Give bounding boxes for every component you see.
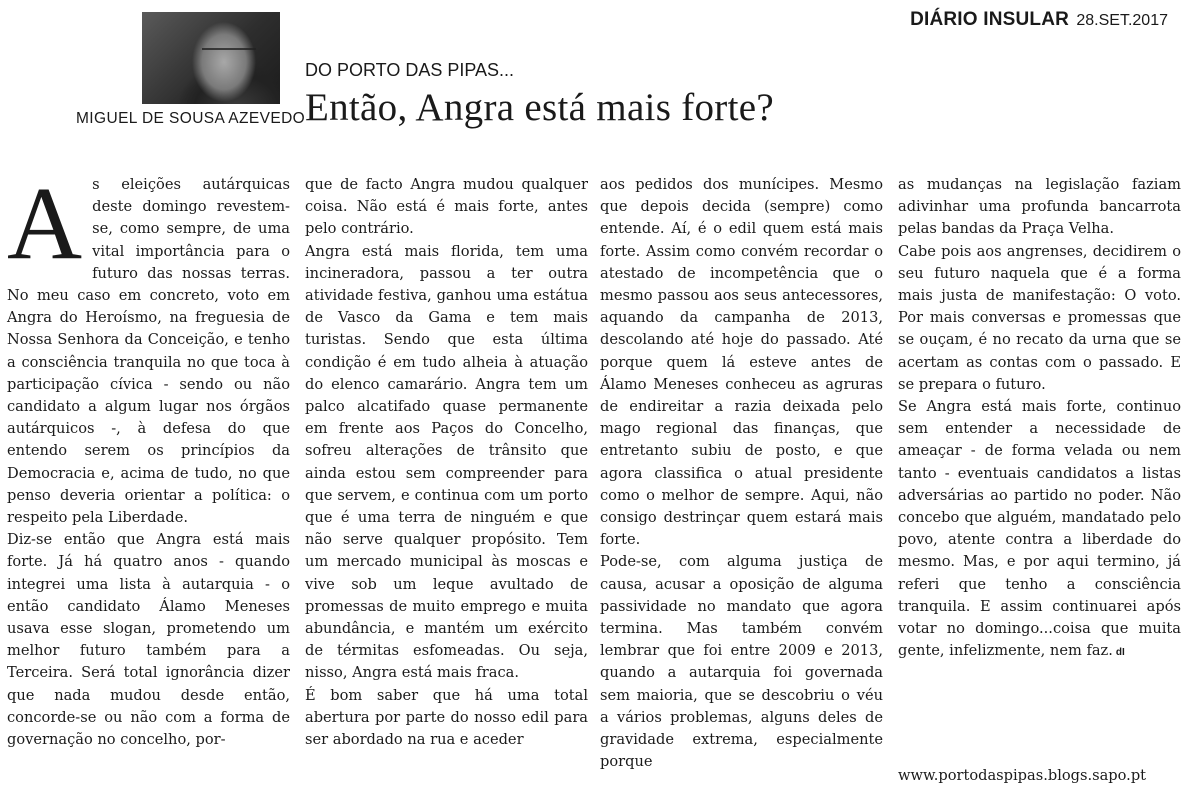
author-name: MIGUEL DE SOUSA AZEVEDO	[76, 110, 306, 127]
article-headline: Então, Angra está mais forte?	[305, 86, 774, 129]
publication-name: DIÁRIO INSULAR	[910, 9, 1070, 30]
section-kicker: DO PORTO DAS PIPAS...	[305, 60, 515, 80]
paragraph: as mudanças na legislação faziam adivinhar uma profunda bancarrota pelas bandas da Praça Velha.	[898, 176, 1181, 238]
author-photo	[142, 12, 280, 104]
paragraph: Cabe pois aos angrenses, decidirem o seu futuro naquela que é a forma mais justa de manifestação: O voto. Por mais conversas e promessas que se ouçam, é no recato da urna que se acertam as contas com o passado. E se prepara o futuro.	[898, 242, 1181, 393]
paragraph: que de facto Angra mudou qualquer coisa. Não está é mais forte, antes pelo contrário.	[305, 176, 588, 238]
paragraph: aos pedidos dos munícipes. Mesmo que depois decida (sempre) como entende. Aí, é o edil quem está mais forte. Assim como convém recordar o atestado de incompetência que o mesmo passou aos seus antecessores, aquando da campanha de 2013, descolando até hoje do passado. Até porque quem lá esteve antes de Álamo Meneses conheceu as agruras de endireitar a razia deixada pelo mago regional das finanças, que entretanto subiu de posto, e que agora classifica o atual presidente como o melhor de sempre. Aqui, não consigo destrinçar quem estará mais forte.	[600, 176, 883, 549]
article-column-4	[898, 174, 1181, 664]
drop-cap: A	[7, 166, 83, 281]
article-column-1	[7, 166, 290, 751]
end-mark: dI	[1115, 647, 1125, 659]
glasses-shape	[202, 48, 256, 64]
paragraph	[7, 166, 290, 529]
article-column-3	[600, 174, 883, 773]
paragraph: É bom saber que há uma total abertura por parte do nosso edil para ser abordado na rua e aceder	[305, 686, 588, 749]
publication-date: 28.SET.2017	[1076, 12, 1168, 29]
article-column-2	[305, 174, 588, 751]
paragraph-text: Se Angra está mais forte, continuo sem entender a necessidade de ameaçar - de forma velada ou nem tanto - eventuais candidatos a listas adversárias ao partido no poder. Não concebo que alguém, mandatado pelo povo, atente contra a liberdade do mesmo. Mas, e por aqui termino, já referi que tenho a consciência tranquila. E assim continuarei após votar no domingo...coisa que muita gente, infelizmente, nem faz.	[898, 398, 1181, 660]
paragraph-text: s eleições autárquicas deste domingo revestem-se, como sempre, de uma vital importância para o futuro das nossas terras. No meu caso em concreto, voto em Angra do Heroísmo, na freguesia de Nossa Senhora da Conceição, e tenho a consciência tranquila no que toca à participação cívica - sendo ou não candidato a algum lugar nos órgãos autárquicos -, à defesa do que entendo serem os princípios da Democracia e, acima de tudo, no que penso deveria orientar a política: o respeito pela Liberdade.	[7, 176, 290, 527]
blog-url: www.portodaspipas.blogs.sapo.pt	[898, 767, 1147, 784]
paragraph: Pode-se, com alguma justiça de causa, acusar a oposição de alguma passividade no mandato que agora termina. Mas também convém lembrar que foi entre 2009 e 2013, quando a autarquia foi governada sem maioria, que se descobriu o véu a vários problemas, alguns deles de gravidade extrema, especialmente porque	[600, 553, 883, 771]
paragraph: Angra está mais florida, tem uma incineradora, passou a ter outra atividade festiva, ganhou uma estátua de Vasco da Gama e tem mais turistas. Sendo que esta última condição é em tudo alheia à atuação do elenco camarário. Angra tem um palco alcatifado quase permanente em frente aos Paços do Concelho, sofreu alterações de trânsito que ainda estou sem compreender para que servem, e continua com um porto que é uma terra de ninguém e que não serve qualquer propósito. Tem um mercado municipal às moscas e vive sob um leque avultado de promessas de muito emprego e muita abundância, e mantém um exército de térmitas esfomeadas. Ou seja, nisso, Angra está mais fraca.	[305, 242, 588, 682]
paragraph: Diz-se então que Angra está mais forte. Já há quatro anos - quando integrei uma lista à autarquia - o então candidato Álamo Meneses usava esse slogan, prometendo um melhor futuro também para a Terceira. Será total ignorância dizer que nada mudou desde então, concorde-se ou não com a forma de governação no concelho, por-	[7, 531, 290, 749]
paragraph	[898, 396, 1181, 664]
masthead	[910, 9, 1168, 31]
